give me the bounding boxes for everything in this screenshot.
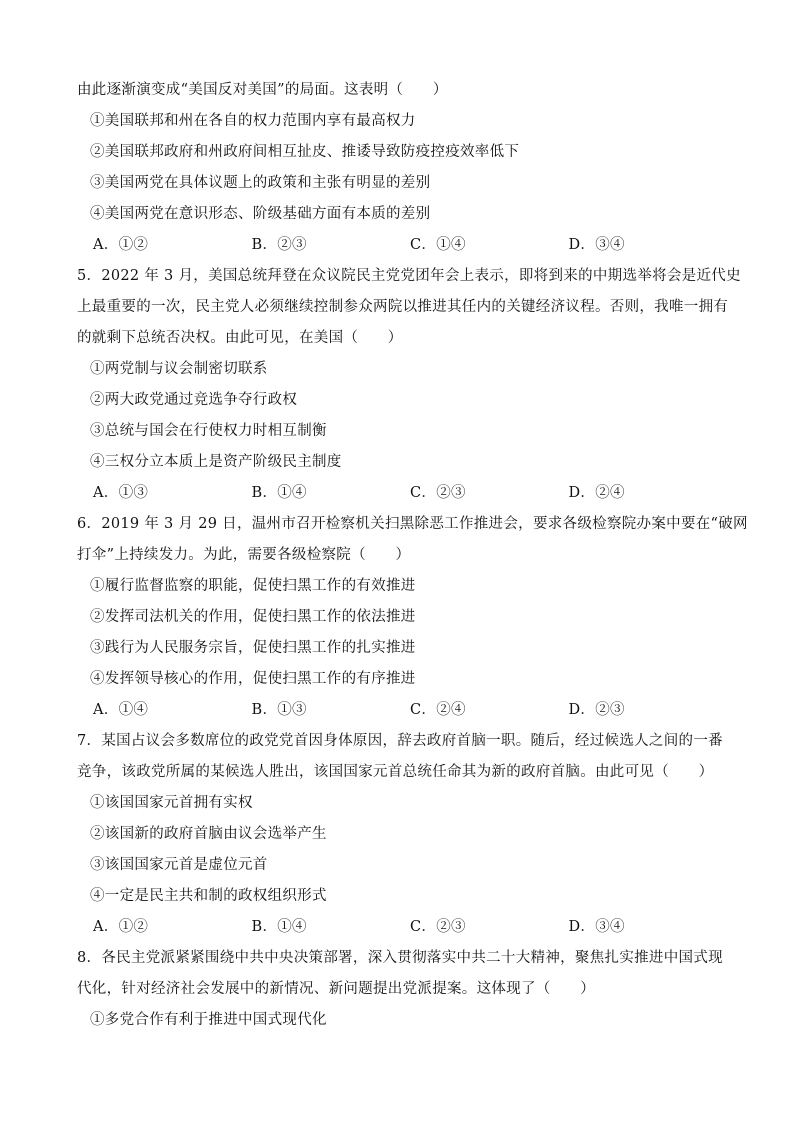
statement-option: ①履行监督监察的职能，促使扫黑工作的有效推进 xyxy=(90,578,416,594)
answer-choices xyxy=(77,480,727,511)
question-8 xyxy=(77,945,727,1038)
question-4 xyxy=(77,77,727,263)
choice-b: B．①④ xyxy=(251,485,307,501)
choice-d: D．③④ xyxy=(568,919,625,935)
choice-c: C．②③ xyxy=(410,485,466,501)
question-stem: 6．2019 年 3 月 29 日，温州市召开检察机关扫黑除恶工作推进会，要求各级检察院办案中要在“破网 xyxy=(77,516,748,532)
question-6 xyxy=(77,511,748,728)
statement-option: ④三权分立本质上是资产阶级民主制度 xyxy=(90,454,342,470)
question-stem: 由此逐渐演变成“美国反对美国”的局面。这表明（ ） xyxy=(77,82,448,98)
choice-a: A．①③ xyxy=(93,485,149,501)
statement-option: ③总统与国会在行使权力时相互制衡 xyxy=(90,423,327,439)
statement-option: ②发挥司法机关的作用，促使扫黑工作的依法推进 xyxy=(90,609,416,625)
answer-choices xyxy=(77,914,727,945)
statement-option: ④美国两党在意识形态、阶级基础方面有本质的差别 xyxy=(90,206,431,222)
statement-option: ①多党合作有利于推进中国式现代化 xyxy=(90,1012,327,1028)
choice-a: A．①② xyxy=(93,919,149,935)
statement-option: ④发挥领导核心的作用，促使扫黑工作的有序推进 xyxy=(90,671,416,687)
statement-option: ①该国国家元首拥有实权 xyxy=(90,795,253,811)
answer-choices xyxy=(77,697,727,728)
choice-b: B．②③ xyxy=(251,237,307,253)
choice-a: A．①② xyxy=(93,237,149,253)
statement-option: ②该国新的政府首脑由议会选举产生 xyxy=(90,826,327,842)
choice-b: B．①③ xyxy=(251,702,307,718)
statement-option: ②美国联邦政府和州政府间相互扯皮、推诿导致防疫控疫效率低下 xyxy=(90,144,520,160)
question-stem: 的就剩下总统否决权。由此可见，在美国（ ） xyxy=(77,330,403,346)
choice-d: D．②④ xyxy=(568,485,625,501)
statement-option: ①美国联邦和州在各自的权力范围内享有最高权力 xyxy=(90,113,416,129)
question-5 xyxy=(77,263,741,511)
question-stem: 竞争，该政党所属的某候选人胜出，该国国家元首总统任命其为新的政府首脑。由此可见（ ） xyxy=(77,764,714,780)
question-stem: 7．某国占议会多数席位的政党党首因身体原因，辞去政府首脑一职。随后，经过候选人之间的一番 xyxy=(77,733,723,749)
question-stem: 代化，针对经济社会发展中的新情况、新问题提出党派提案。这体现了（ ） xyxy=(77,981,595,997)
question-stem: 8．各民主党派紧紧围绕中共中央决策部署，深入贯彻落实中共二十大精神，聚焦扎实推进中国式现 xyxy=(77,950,723,966)
question-stem: 打伞”上持续发力。为此，需要各级检察院（ ） xyxy=(77,547,411,563)
choice-b: B．①④ xyxy=(251,919,307,935)
statement-option: ②两大政党通过竞选争夺行政权 xyxy=(90,392,298,408)
answer-choices xyxy=(77,232,727,263)
question-7 xyxy=(77,728,727,945)
choice-d: D．③④ xyxy=(568,237,625,253)
choice-c: C．②④ xyxy=(410,702,466,718)
question-list xyxy=(77,77,748,1038)
question-stem: 上最重要的一次，民主党人必须继续控制参众两院以推进其任内的关键经济议程。否则，我唯一拥有 xyxy=(77,299,729,315)
choice-d: D．②③ xyxy=(568,702,625,718)
statement-option: ④一定是民主共和制的政权组织形式 xyxy=(90,888,327,904)
statement-option: ③该国国家元首是虚位元首 xyxy=(90,857,268,873)
choice-c: C．①④ xyxy=(410,237,466,253)
choice-c: C．②③ xyxy=(410,919,466,935)
question-stem: 5．2022 年 3 月，美国总统拜登在众议院民主党党团年会上表示，即将到来的中期选举将会是近代史 xyxy=(77,268,741,284)
statement-option: ①两党制与议会制密切联系 xyxy=(90,361,268,377)
statement-option: ③美国两党在具体议题上的政策和主张有明显的差别 xyxy=(90,175,431,191)
choice-a: A．①④ xyxy=(93,702,149,718)
statement-option: ③践行为人民服务宗旨，促使扫黑工作的扎实推进 xyxy=(90,640,416,656)
